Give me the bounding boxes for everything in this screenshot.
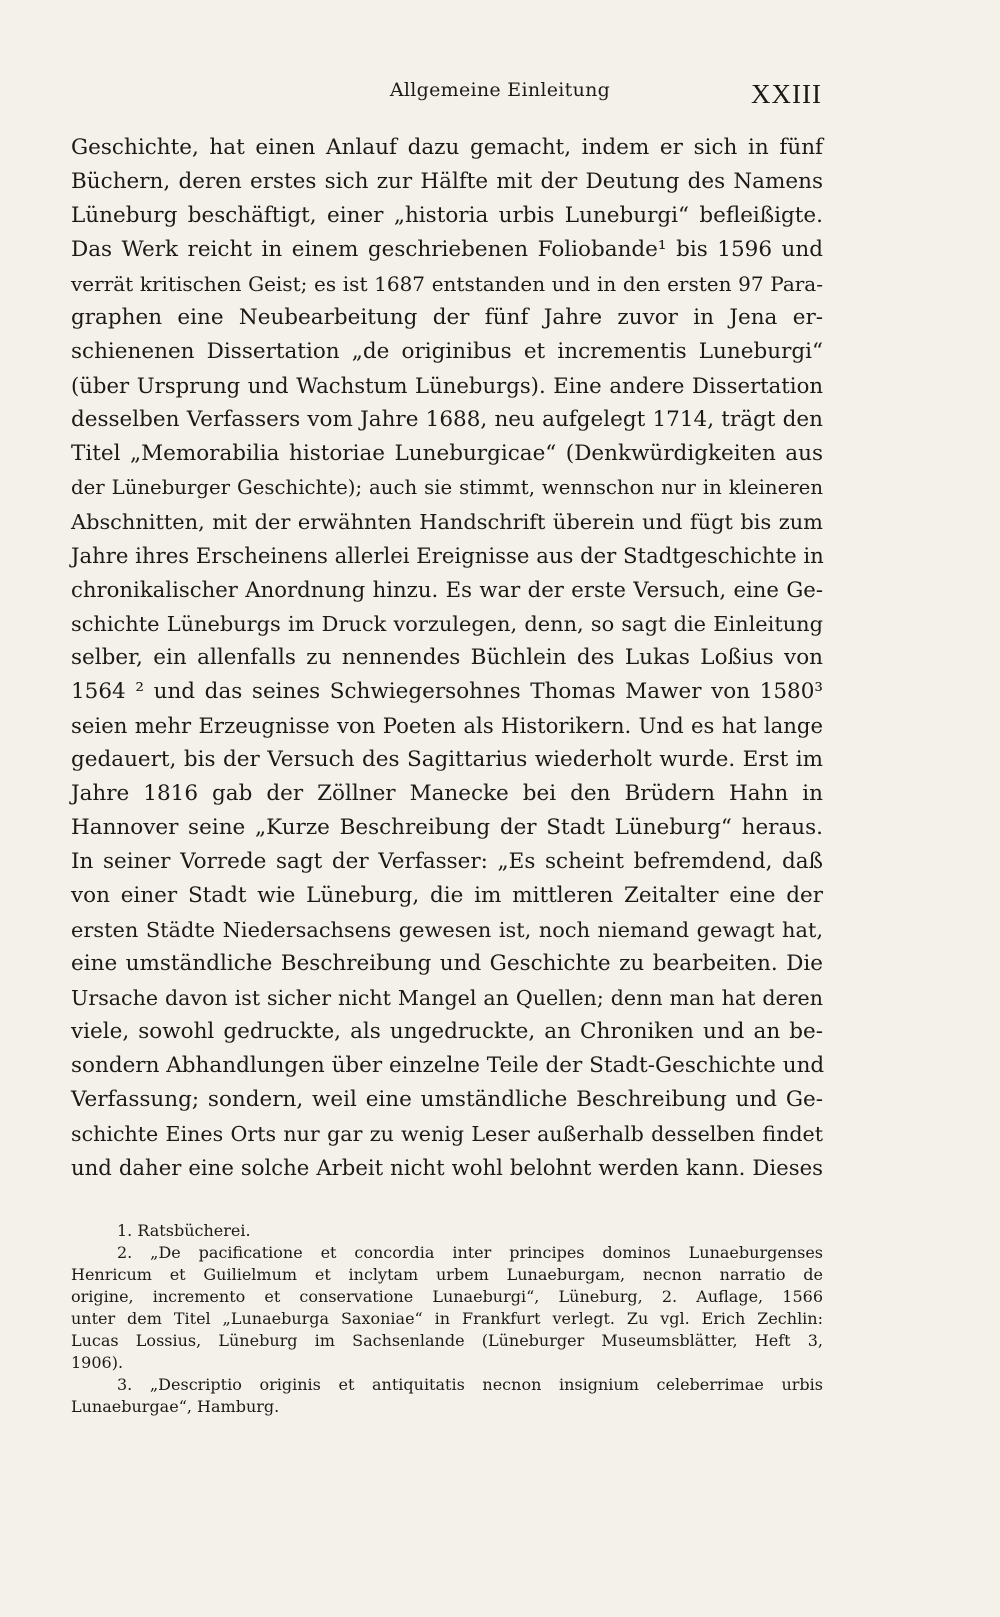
footnote-3: [71, 1374, 823, 1418]
body-line: Ursache davon ist sicher nicht Mangel an Quellen; denn man hat deren: [71, 986, 823, 1010]
footnotes: [71, 1220, 823, 1418]
body-line: eine umständliche Beschreibung und Geschichte zu bearbeiten. Die: [71, 951, 823, 976]
body-line: ersten Städte Niedersachsens gewesen ist, noch niemand gewagt hat,: [71, 918, 823, 942]
body-line: Jahre ihres Erscheinens allerlei Ereignisse aus der Stadtgeschichte in: [71, 543, 824, 568]
body-line: Geschichte, hat einen Anlauf dazu gemacht, indem er sich in fünf: [71, 135, 823, 160]
body-line: Verfassung; sondern, weil eine umständliche Beschreibung und Ge-: [71, 1087, 823, 1112]
body-text: [71, 131, 823, 1185]
body-line: Hannover seine „Kurze Beschreibung der Stadt Lüneburg“ heraus.: [71, 815, 823, 840]
body-line: viele, sowohl gedruckte, als ungedruckte, an Chroniken und an be-: [71, 1019, 823, 1044]
body-line: Titel „Memorabilia historiae Luneburgicae“ (Denkwürdigkeiten aus: [71, 441, 823, 466]
footnote-line: Henricum et Guilielmum et inclytam urbem Lunaeburgam, necnon narratio de: [71, 1265, 823, 1284]
body-line: und daher eine solche Arbeit nicht wohl belohnt werden kann. Dieses: [71, 1155, 823, 1180]
footnote-line: origine, incremento et conservatione Lunaeburgi“, Lüneburg, 2. Auflage, 1566: [71, 1287, 823, 1306]
body-line: (über Ursprung und Wachstum Lüneburgs). Eine andere Dissertation: [71, 373, 823, 398]
page-number: XXIII: [751, 79, 822, 109]
body-line: der Lüneburger Geschichte); auch sie stimmt, wennschon nur in kleineren: [71, 476, 823, 499]
footnote-2: [71, 1242, 823, 1374]
footnote-line: 3. „Descriptio originis et antiquitatis necnon insignium celeberrimae urbis: [117, 1375, 823, 1394]
body-line: sondern Abhandlungen über einzelne Teile der Stadt-Geschichte und: [71, 1053, 825, 1078]
body-line: schienenen Dissertation „de originibus et incrementis Luneburgi“: [71, 339, 823, 364]
body-line: Büchern, deren erstes sich zur Hälfte mit der Deutung des Namens: [71, 169, 823, 194]
footnote-line: Lucas Lossius, Lüneburg im Sachsenlande (Lüneburger Museumsblätter, Heft 3,: [71, 1331, 823, 1350]
body-line: selber, ein allenfalls zu nennendes Büchlein des Lukas Loßius von: [71, 645, 823, 670]
body-line: 1564 ² und das seines Schwiegersohnes Thomas Mawer von 1580³: [71, 679, 823, 704]
running-header-title: Allgemeine Einleitung: [389, 79, 611, 101]
body-line: von einer Stadt wie Lüneburg, die im mittleren Zeitalter eine der: [71, 883, 823, 908]
body-line: seien mehr Erzeugnisse von Poeten als Historikern. Und es hat lange: [71, 713, 823, 738]
body-line: verrät kritischen Geist; es ist 1687 entstanden und in den ersten 97 Para-: [71, 272, 823, 296]
body-line: Das Werk reicht in einem geschriebenen Foliobande¹ bis 1596 und: [71, 237, 823, 262]
footnote-line: 2. „De pacificatione et concordia inter principes dominos Lunaeburgenses: [117, 1243, 823, 1262]
body-line: schichte Eines Orts nur gar zu wenig Leser außerhalb desselben findet: [71, 1122, 823, 1146]
body-line: Jahre 1816 gab der Zöllner Manecke bei den Brüdern Hahn in: [71, 781, 823, 806]
footnote-line: unter dem Titel „Lunaeburga Saxoniae“ in Frankfurt verlegt. Zu vgl. Erich Zechlin:: [71, 1309, 823, 1328]
body-line: schichte Lüneburgs im Druck vorzulegen, denn, so sagt die Einleitung: [71, 612, 823, 636]
footnote-line: Lunaeburgae“, Hamburg.: [71, 1397, 280, 1416]
body-line: gedauert, bis der Versuch des Sagittarius wiederholt wurde. Erst im: [71, 747, 823, 772]
body-line: Abschnitten, mit der erwähnten Handschrift überein und fügt bis zum: [71, 510, 823, 534]
body-line: desselben Verfassers vom Jahre 1688, neu aufgelegt 1714, trägt den: [71, 407, 823, 432]
body-line: In seiner Vorrede sagt der Verfasser: „Es scheint befremdend, daß: [71, 849, 823, 874]
body-line: Lüneburg beschäftigt, einer „historia urbis Luneburgi“ befleißigte.: [71, 203, 823, 228]
body-line: chronikalischer Anordnung hinzu. Es war der erste Versuch, eine Ge-: [71, 577, 823, 602]
footnote-line: 1. Ratsbücherei.: [117, 1221, 251, 1240]
body-line: graphen eine Neubearbeitung der fünf Jahre zuvor in Jena er-: [71, 305, 823, 330]
footnote-line: 1906).: [71, 1353, 124, 1372]
footnote-1: [71, 1220, 823, 1242]
